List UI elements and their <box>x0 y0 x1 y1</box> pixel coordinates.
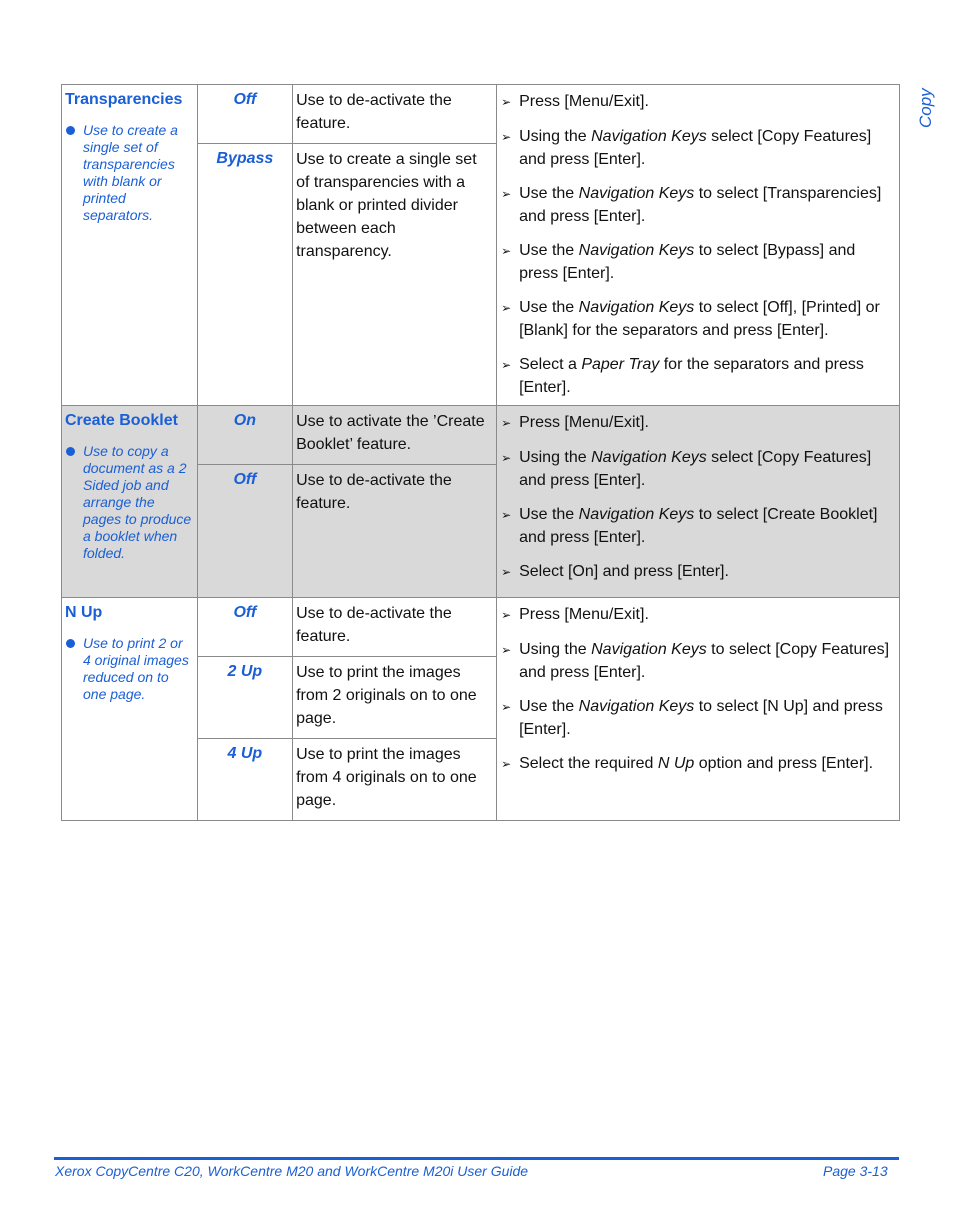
option-description: Use to de-activate the feature. <box>296 605 452 645</box>
arrow-right-icon: ➢ <box>501 244 512 258</box>
option-description: Use to de-activate the feature. <box>296 472 452 512</box>
feature-cell <box>62 598 198 821</box>
arrow-right-icon: ➢ <box>501 565 512 579</box>
step-item: ➢ Use the Navigation Keys to select [Transparencies] and press [Enter]. <box>501 182 895 228</box>
table-row <box>62 598 900 657</box>
steps-cell <box>497 598 900 821</box>
step-item: ➢ Select the required N Up option and press [Enter]. <box>501 752 895 776</box>
feature-name: Create Booklet <box>65 412 178 429</box>
option-cell <box>197 144 292 406</box>
option-name: 4 Up <box>227 745 263 762</box>
step-item: ➢ Use the Navigation Keys to select [Create Booklet] and press [Enter]. <box>501 503 895 549</box>
feature-cell <box>62 85 198 406</box>
arrow-right-icon: ➢ <box>501 508 512 522</box>
arrow-right-icon: ➢ <box>501 416 512 430</box>
option-description: Use to print the images from 2 originals on to one page. <box>296 664 477 727</box>
table-row <box>62 406 900 465</box>
feature-name: N Up <box>65 604 103 621</box>
option-desc-cell <box>293 657 497 739</box>
step-item: ➢ Using the Navigation Keys to select [Copy Features] and press [Enter]. <box>501 638 895 684</box>
step-list <box>497 598 899 782</box>
feature-description-text: Use to create a single set of transparencies with blank or printed separators. <box>83 122 178 223</box>
side-tab-label: Copy <box>916 88 935 128</box>
arrow-right-icon: ➢ <box>501 700 512 714</box>
step-item: ➢ Select [On] and press [Enter]. <box>501 560 895 584</box>
option-cell <box>197 85 292 144</box>
option-desc-cell <box>293 85 497 144</box>
option-name: Off <box>233 91 257 108</box>
feature-description <box>62 443 197 562</box>
step-item: ➢ Using the Navigation Keys select [Copy Features] and press [Enter]. <box>501 446 895 492</box>
feature-description-text: Use to copy a document as a 2 Sided job and arrange the pages to produce a booklet when folded. <box>83 443 192 561</box>
feature-table <box>61 84 900 821</box>
option-description: Use to de-activate the feature. <box>296 92 452 132</box>
feature-name: Transparencies <box>65 91 183 108</box>
option-desc-cell <box>293 739 497 821</box>
option-desc-cell <box>293 406 497 465</box>
arrow-right-icon: ➢ <box>501 451 512 465</box>
option-description: Use to activate the ’Create Booklet’ feature. <box>296 413 485 453</box>
steps-cell <box>497 406 900 598</box>
option-cell <box>197 739 292 821</box>
option-cell <box>197 598 292 657</box>
table-row <box>62 85 900 144</box>
option-cell <box>197 465 292 598</box>
option-description: Use to print the images from 4 originals on to one page. <box>296 746 477 809</box>
step-item: ➢ Using the Navigation Keys select [Copy Features] and press [Enter]. <box>501 125 895 171</box>
step-item: ➢ Press [Menu/Exit]. <box>501 411 895 435</box>
step-list <box>497 406 899 590</box>
footer-title: Xerox CopyCentre C20, WorkCentre M20 and WorkCentre M20i User Guide <box>55 1163 529 1179</box>
footer-divider <box>54 1157 899 1160</box>
step-item: ➢ Use the Navigation Keys to select [Bypass] and press [Enter]. <box>501 239 895 285</box>
arrow-right-icon: ➢ <box>501 187 512 201</box>
option-name: Off <box>233 604 257 621</box>
option-description: Use to create a single set of transparencies with a blank or printed divider between each transparency. <box>296 151 477 260</box>
feature-cell <box>62 406 198 598</box>
step-item: ➢ Select a Paper Tray for the separators and press [Enter]. <box>501 353 895 399</box>
arrow-right-icon: ➢ <box>501 643 512 657</box>
option-name: Off <box>233 471 257 488</box>
arrow-right-icon: ➢ <box>501 130 512 144</box>
steps-cell <box>497 85 900 406</box>
option-desc-cell <box>293 144 497 406</box>
feature-description <box>62 635 197 703</box>
step-item: ➢ Use the Navigation Keys to select [Off], [Printed] or [Blank] for the separators and press [Enter]. <box>501 296 895 342</box>
option-cell <box>197 657 292 739</box>
option-desc-cell <box>293 598 497 657</box>
arrow-right-icon: ➢ <box>501 301 512 315</box>
step-list <box>497 85 899 405</box>
step-item: ➢ Use the Navigation Keys to select [N Up] and press [Enter]. <box>501 695 895 741</box>
option-desc-cell <box>293 465 497 598</box>
option-cell <box>197 406 292 465</box>
bullet-dot-icon <box>66 126 75 135</box>
option-name: 2 Up <box>227 663 263 680</box>
side-tab <box>908 82 942 132</box>
bullet-dot-icon <box>66 639 75 648</box>
feature-description <box>62 122 197 224</box>
bullet-dot-icon <box>66 447 75 456</box>
arrow-right-icon: ➢ <box>501 358 512 372</box>
option-name: On <box>233 412 256 429</box>
arrow-right-icon: ➢ <box>501 608 512 622</box>
feature-description-text: Use to print 2 or 4 original images reduced on to one page. <box>83 635 189 702</box>
step-item: ➢ Press [Menu/Exit]. <box>501 603 895 627</box>
page-number: Page 3-13 <box>823 1163 888 1179</box>
option-name: Bypass <box>216 150 274 167</box>
step-item: ➢ Press [Menu/Exit]. <box>501 90 895 114</box>
arrow-right-icon: ➢ <box>501 757 512 771</box>
arrow-right-icon: ➢ <box>501 95 512 109</box>
